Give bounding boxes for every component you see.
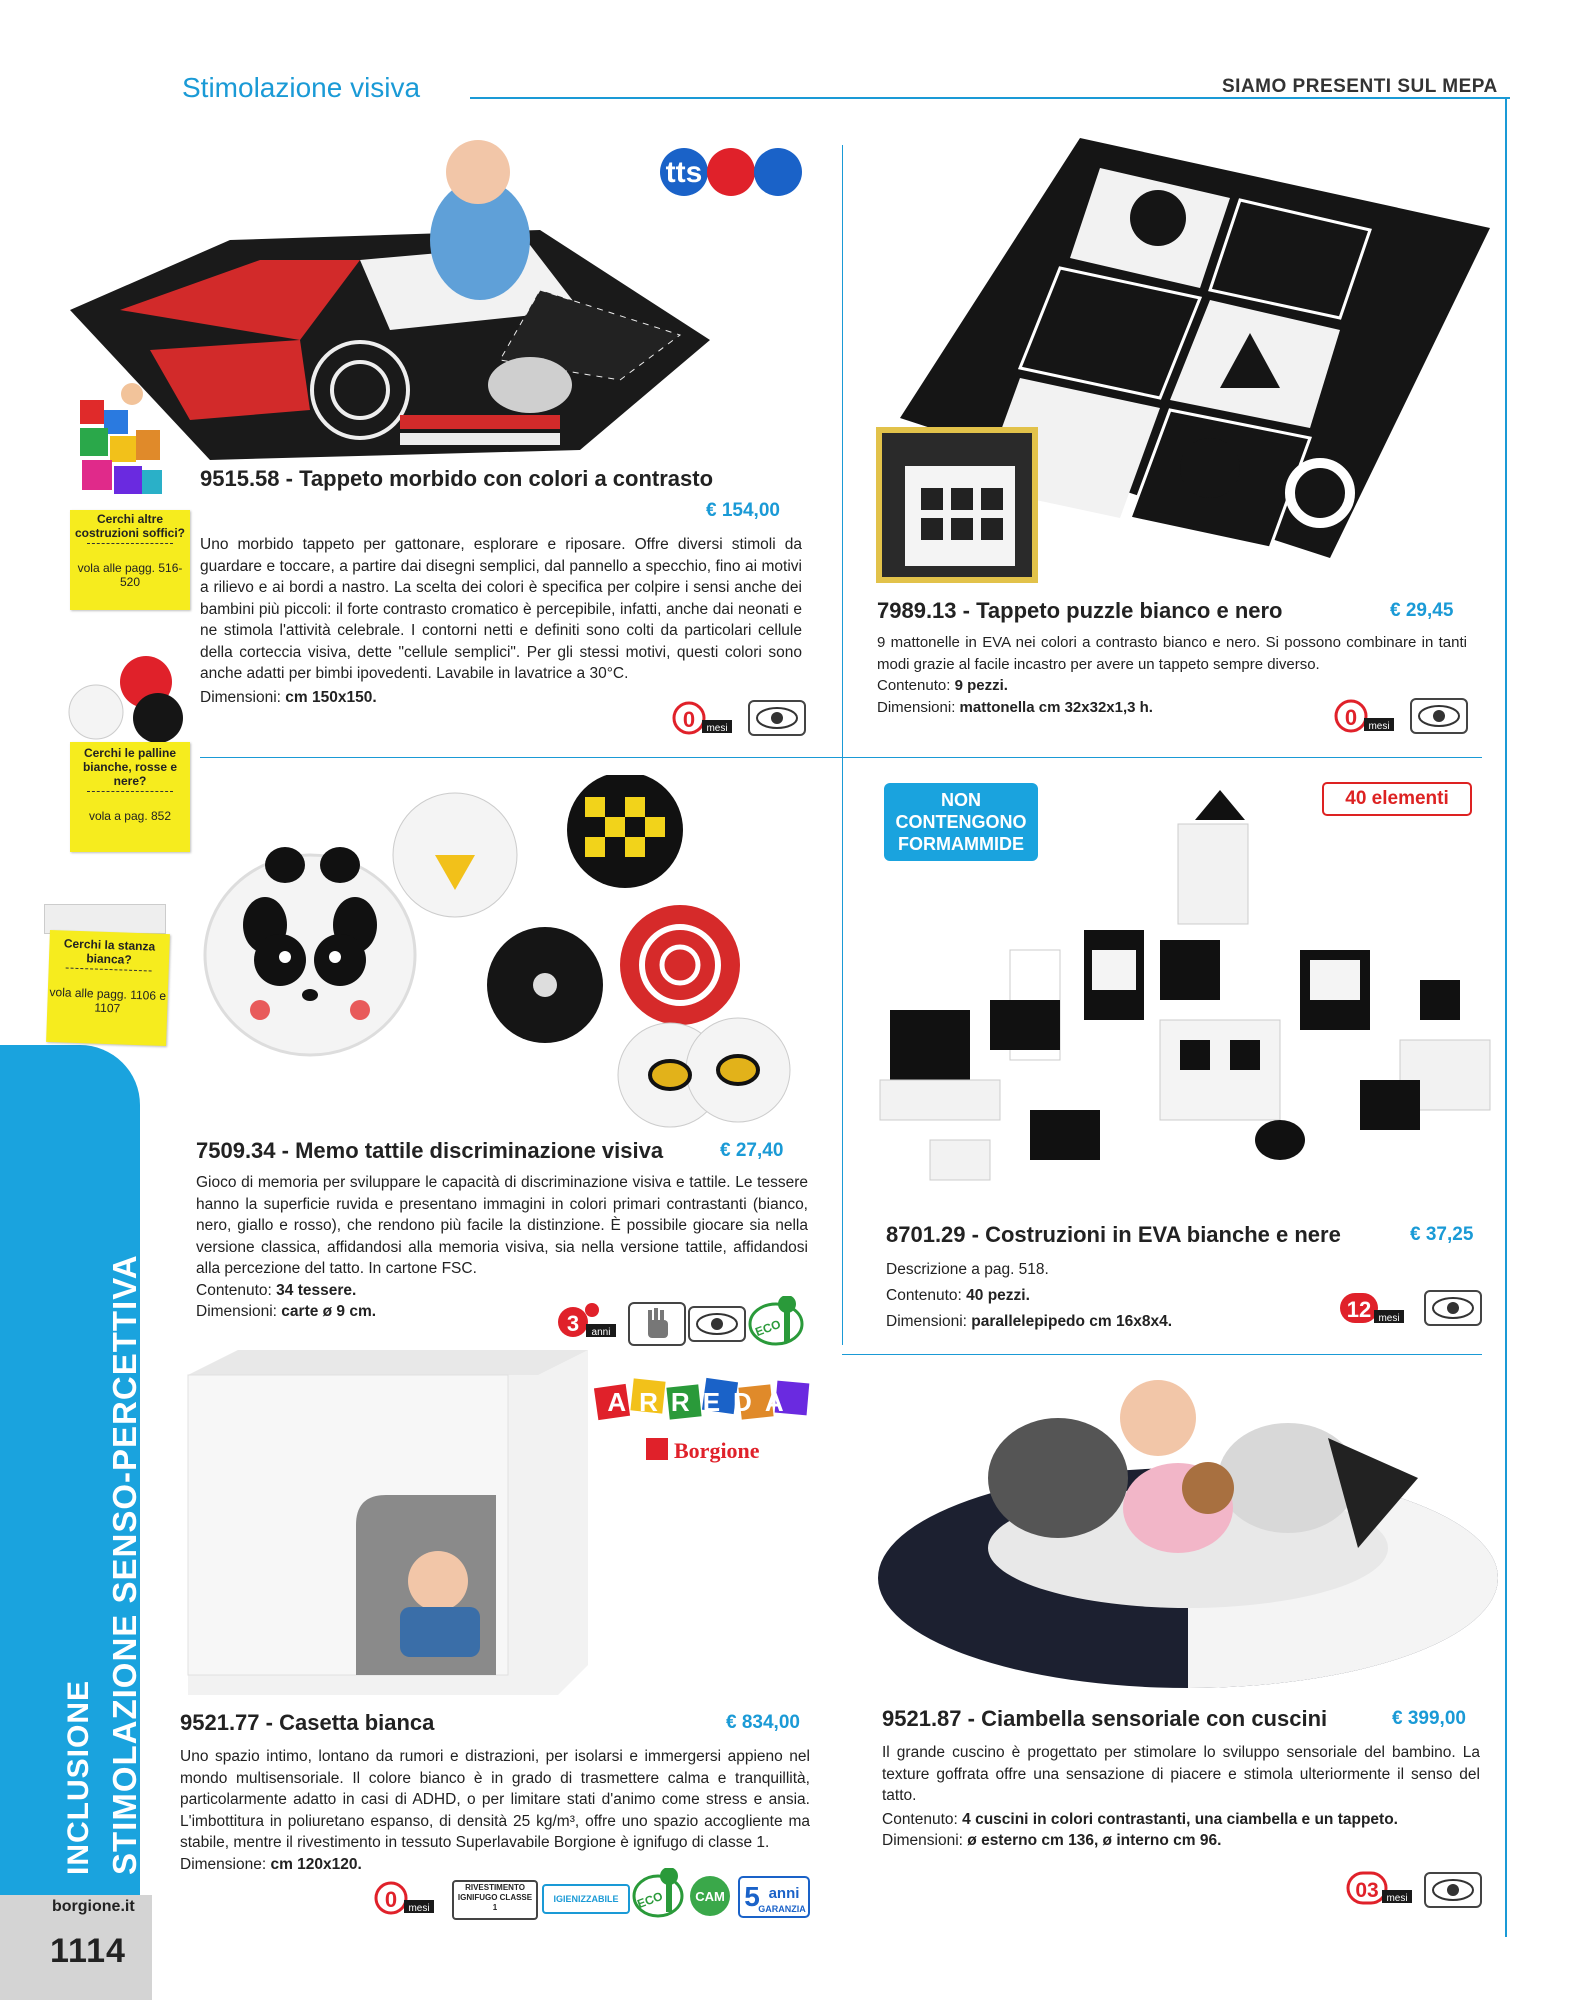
borgione-wordmark: Borgione [674, 1438, 760, 1463]
eco-label: ECO [635, 1888, 665, 1912]
product-description-block [200, 534, 802, 708]
dimensions-value: mattonella cm 32x32x1,3 h. [959, 698, 1153, 716]
content-label: Contenuto: [882, 1810, 958, 1828]
product-price: € 399,00 [1392, 1708, 1466, 1729]
warranty-label: GARANZIA [758, 1904, 806, 1914]
product-image-puzzle-box [875, 416, 1045, 586]
product-code: 9521.77 [180, 1710, 260, 1735]
sticky-link[interactable]: vola alle pagg. 516-520 [77, 561, 183, 589]
age-badge [672, 700, 738, 741]
product-title: 9521.87 - Ciambella sensoriale con cuscini [882, 1706, 1328, 1731]
product-name: Tappeto puzzle bianco e nero [976, 598, 1283, 623]
content-value: 9 pezzi. [954, 677, 1008, 694]
age-unit: mesi [1386, 1893, 1408, 1904]
product-price: € 834,00 [726, 1712, 800, 1733]
dimensions-value: parallelepipedo cm 16x8x4. [971, 1313, 1173, 1330]
product-code: 7989.13 [877, 598, 957, 623]
eye-icon [688, 1306, 746, 1342]
eye-icon [1424, 1872, 1482, 1908]
sanitizable-badge [542, 1884, 630, 1914]
product-price: € 27,40 [720, 1140, 784, 1161]
paper-plane-icon [65, 968, 151, 986]
dimensions-value: ø esterno cm 136, ø interno cm 96. [967, 1832, 1222, 1849]
age-value: 0 [1344, 705, 1358, 730]
product-image-memo-cards [200, 775, 800, 1135]
product-name: Tappeto morbido con colori a contrasto [299, 466, 714, 491]
age-unit: mesi [706, 723, 728, 734]
product-name: Ciambella sensoriale con cuscini [981, 1706, 1328, 1731]
sticky-note[interactable] [46, 930, 170, 1046]
tts-logo-letter: tts [665, 156, 703, 189]
product-price: € 154,00 [706, 500, 780, 521]
content-value: 34 tessere. [276, 1281, 357, 1299]
content-value: 40 pezzi. [966, 1287, 1030, 1304]
product-title: 8701.29 - Costruzioni in EVA bianche e nere [886, 1222, 1341, 1247]
tts-logo [656, 140, 806, 198]
dimensions-label: Dimensione: [180, 1855, 267, 1873]
sticky-question: Cerchi altre costruzioni soffici? [74, 512, 185, 540]
sticky-link[interactable]: vola alle pagg. 1106 e 1107 [49, 984, 167, 1016]
product-description: Uno morbido tappeto per gattonare, esplorare e riposare. Offre diversi stimoli da guardare e toccare, a partire dai disegni semplici, dal pannello a specchio, fino ai motivi a rilievo e ai bordi a nastro. La scelta dei colori è specifica per colpire i sensi anche dei bambini più piccoli: il forte contrasto cromatico è percepibile, infatti, anche dai neonati e ne stimola l'attività celebrale. I contorni netti e definiti sono colti da particolari cellule della corteccia visiva, dette "cellule semplici". Per gli stessi motivi, questi colori sono anche adatti per bimbi ipovedenti. Lavabile in lavatrice a 30°C. [200, 536, 802, 682]
eye-icon [1410, 698, 1468, 734]
content-label: Contenuto: [196, 1281, 272, 1299]
product-name: Memo tattile discriminazione visiva [295, 1138, 664, 1163]
grid-divider-row1 [200, 757, 1482, 758]
grid-divider-vertical [842, 145, 843, 1345]
grid-divider-row2 [842, 1354, 1482, 1355]
age-unit: mesi [408, 1903, 430, 1914]
product-image-white-house [178, 1345, 588, 1715]
product-description: 9 mattonelle in EVA nei colori a contrasto bianco e nero. Si possono combinare in tanti modi grazie al facile incastro per avere un tappeto sempre diverso. [877, 634, 1467, 673]
category-label: INCLUSIONE [62, 1679, 95, 1875]
age-badge [1334, 698, 1400, 739]
product-title: 9515.58 - Tappeto morbido con colori a contrasto [200, 466, 714, 491]
site-url[interactable]: borgione.it [52, 1898, 135, 1915]
age-unit: mesi [1368, 721, 1390, 732]
age-unit: mesi [1378, 1313, 1400, 1324]
warranty-badge [738, 1876, 810, 1923]
product-title: 9521.77 - Casetta bianca [180, 1710, 435, 1735]
eye-icon [1424, 1290, 1482, 1326]
dimensions-label: Dimensioni: [882, 1832, 963, 1849]
content-value: 4 cuscini in colori contrastanti, una ciambella e un tappeto. [962, 1810, 1398, 1828]
product-image-sensory-donut [858, 1358, 1498, 1688]
sticky-image-balls [66, 652, 186, 744]
formaldehyde-free-tag: NON CONTENGONO FORMAMMIDE [884, 783, 1038, 861]
product-code: 8701.29 [886, 1222, 966, 1247]
age-badge [556, 1302, 622, 1347]
product-price: € 29,45 [1390, 600, 1454, 621]
age-badge [1346, 1870, 1416, 1911]
eco-badge [630, 1868, 686, 1923]
sanitizable-label: IGIENIZZABILE [553, 1894, 619, 1904]
dimensions-label: Dimensioni: [886, 1313, 967, 1330]
eco-label: ECO [753, 1316, 783, 1340]
section-title: Stimolazione visiva [182, 72, 421, 103]
age-value: 12 [1346, 1297, 1372, 1322]
arreda-logo [594, 1376, 830, 1472]
elements-count: 40 elementi [1345, 788, 1449, 809]
product-title: 7509.34 - Memo tattile discriminazione visiva [196, 1138, 664, 1163]
product-description-block [180, 1746, 810, 1875]
product-title: 7989.13 - Tappeto puzzle bianco e nero [877, 598, 1283, 623]
dimensions-value: cm 120x120. [270, 1855, 362, 1873]
right-rule [1505, 97, 1507, 1937]
dimensions-label: Dimensioni: [877, 698, 956, 716]
product-description: Uno spazio intimo, lontano da rumori e distrazioni, per isolarsi e immergersi appieno nel mondo multisensoriale. Il colore bianco è in grado di trasmettere calma e tranquillità, particolarmente adatto in casi di ADHD, o per limitare stati d'animo come stress e ansia. L'imbottitura in poliuretano espanso, di densità 25 kg/m³, offre uno spazio accogliente ma stabile, mentre il rivestimento in tessuto Superlavabile Borgione è ignifugo di classe 1. [180, 1748, 810, 1851]
warranty-number: 5 [744, 1881, 760, 1912]
product-code: 9521.87 [882, 1706, 962, 1731]
product-name: Casetta bianca [279, 1710, 435, 1735]
age-value: 0 [682, 707, 696, 732]
hand-icon [628, 1302, 686, 1346]
sticky-question: Cerchi le palline bianche, rosse e nere? [82, 746, 178, 788]
paper-plane-icon [87, 791, 173, 806]
product-description: Gioco di memoria per sviluppare le capacità di discriminazione visiva e tattile. Le tessere hanno la superficie ruvida e presentano immagini in colori primari contrastanti (bianco, nero, giallo e rosso), che rendono più facile la distinzione. È possibile giocare sia nella versione classica, affidandosi alla memoria visiva, sia nella versione tattile, affidandosi alla percezione del tatto. In cartone FSC. [196, 1174, 808, 1277]
eye-icon [748, 700, 806, 736]
product-code: 9515.58 [200, 466, 280, 491]
product-description: Descrizione a pag. 518. [886, 1261, 1049, 1278]
page-number: 1114 [50, 1932, 126, 1970]
warranty-unit: anni [768, 1885, 800, 1902]
product-price: € 37,25 [1410, 1224, 1474, 1245]
content-label: Contenuto: [877, 677, 951, 694]
age-badge [1338, 1290, 1408, 1331]
age-badge [374, 1880, 440, 1921]
sticky-link[interactable]: vola a pag. 852 [88, 809, 172, 823]
product-name: Costruzioni in EVA bianche e nere [985, 1222, 1341, 1247]
sticky-note[interactable] [70, 742, 190, 852]
product-image-contrast-mat [60, 130, 760, 460]
fire-retardant-badge [452, 1880, 538, 1920]
dimensions-value: cm 150x150. [285, 688, 377, 706]
age-value: 03 [1355, 1879, 1379, 1902]
paper-plane-icon [87, 543, 173, 558]
arreda-wordmark: ARREDA [607, 1387, 797, 1417]
age-value: 0 [384, 1887, 398, 1912]
mepa-label: SIAMO PRESENTI SUL MEPA [1222, 76, 1498, 97]
fire-retardant-label: RIVESTIMENTO IGNIFUGO CLASSE 1 [457, 1883, 533, 1912]
dimensions-value: carte ø 9 cm. [281, 1303, 377, 1320]
sticky-note[interactable] [70, 510, 190, 610]
product-description: Il grande cuscino è progettato per stimolare lo sviluppo sensoriale del bambino. La texture goffrata offre una sensazione di piacere e stimola ulteriormente il senso del tatto. [882, 1744, 1480, 1804]
dimensions-label: Dimensioni: [196, 1303, 277, 1320]
dimensions-label: Dimensioni: [200, 688, 281, 706]
sticky-question: Cerchi la stanza bianca? [63, 936, 156, 967]
cam-label: CAM [695, 1889, 725, 1904]
eco-badge [746, 1296, 806, 1351]
cam-badge [688, 1874, 732, 1923]
product-description-block [196, 1172, 808, 1323]
content-label: Contenuto: [886, 1287, 962, 1304]
product-code: 7509.34 [196, 1138, 276, 1163]
product-image-eva-blocks [860, 780, 1500, 1200]
product-description-block [882, 1742, 1480, 1852]
age-unit: anni [591, 1327, 611, 1338]
subcategory-label: STIMOLAZIONE SENSO-PERCETTIVA [106, 1254, 143, 1875]
age-value: 3 [566, 1311, 580, 1336]
